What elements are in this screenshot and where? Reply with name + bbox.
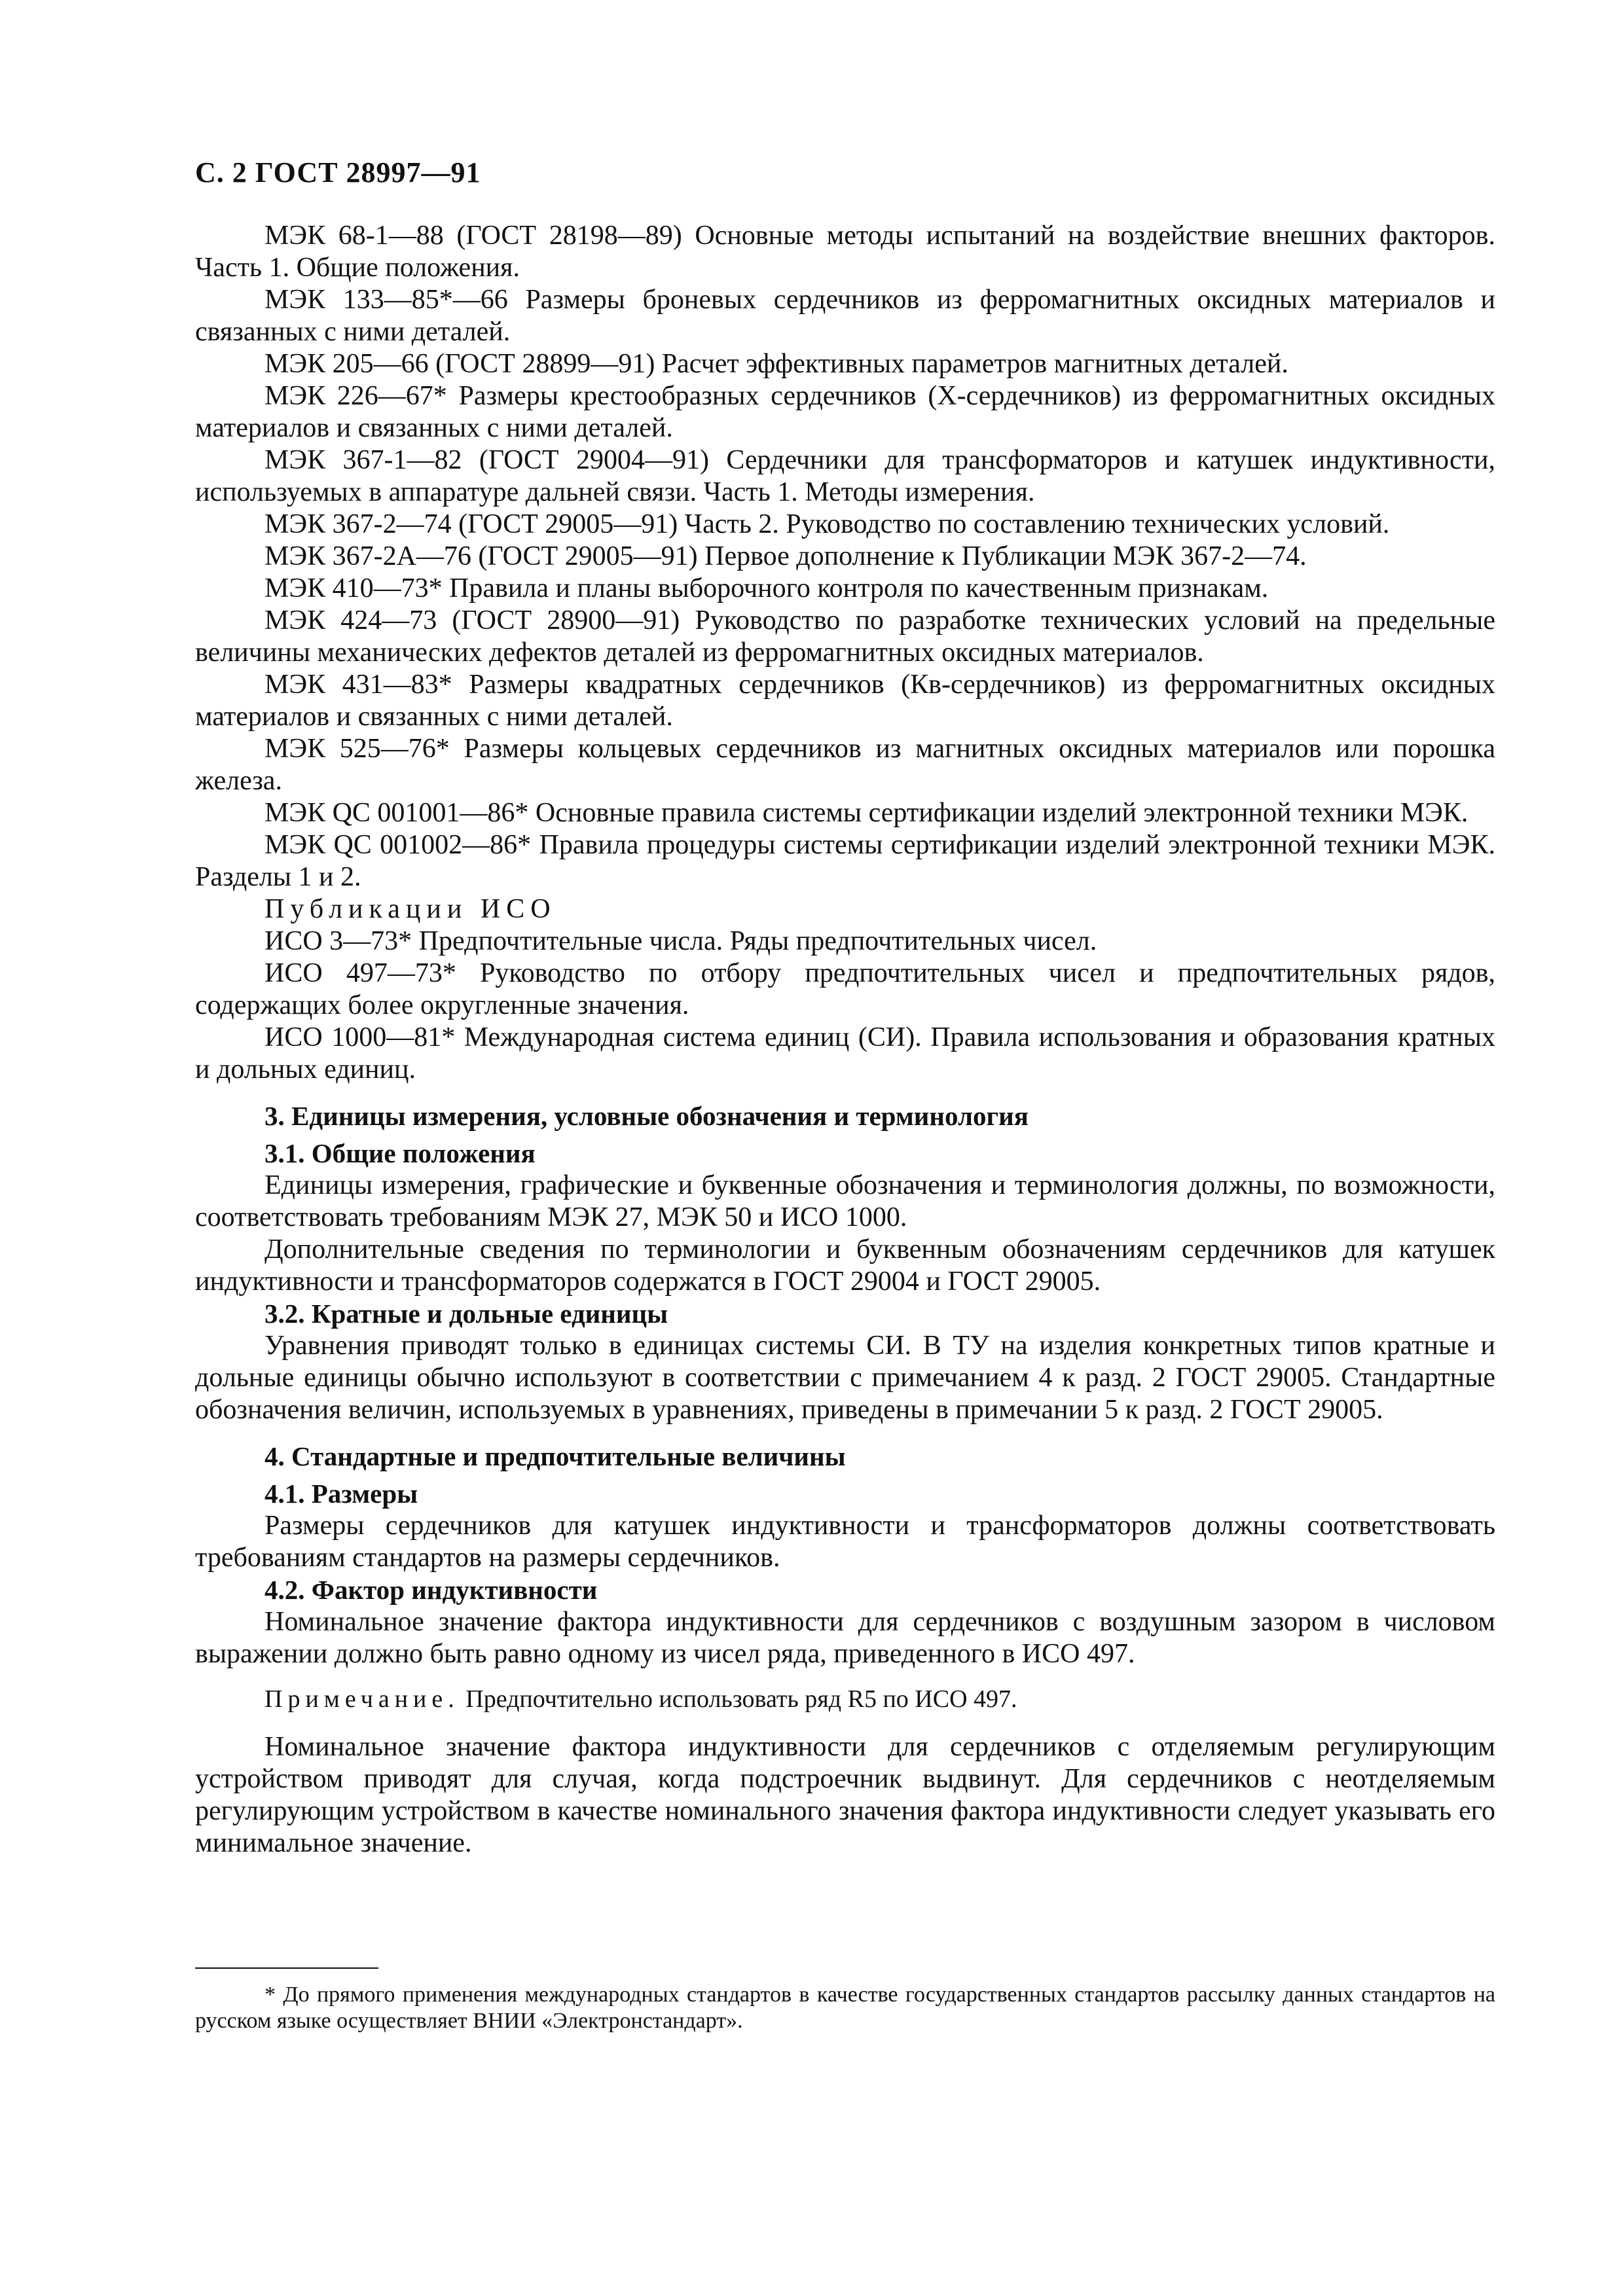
ref-mek-410: МЭК 410—73* Правила и планы выборочного контроля по качественным признакам. [264, 573, 1269, 603]
note-text: Предпочтительно использовать ряд R5 по ИСО 497. [465, 1685, 1017, 1713]
section-3-2-heading: 3.2. Кратные и дольные единицы [264, 1299, 668, 1329]
section-4-2-heading: 4.2. Фактор индуктивности [264, 1575, 598, 1605]
ref-mek-qc-001001: МЭК QC 001001—86* Основные правила системы сертификации изделий электронной техники МЭК. [264, 798, 1468, 828]
ref-mek-367-1: МЭК 367-1—82 (ГОСТ 29004—91) Сердечники для трансформаторов и катушек индуктивности, используемых в аппаратуре дальней связи. Часть 1. Методы измерения. [195, 445, 1495, 507]
ref-mek-qc-001002: МЭК QC 001002—86* Правила процедуры системы сертификации изделий электронной техники МЭК. Разделы 1 и 2. [195, 830, 1495, 892]
section-4-1-heading: 4.1. Размеры [264, 1479, 418, 1509]
ref-mek-68-1: МЭК 68-1—88 (ГОСТ 28198—89) Основные методы испытаний на воздействие внешних факторов. Часть 1. Общие положения. [195, 221, 1495, 283]
ref-iso-1000: ИСО 1000—81* Международная система единиц (СИ). Правила использования и образования кратных и дольных единиц. [195, 1022, 1495, 1085]
ref-mek-431: МЭК 431—83* Размеры квадратных сердечников (Кв-сердечников) из ферромагнитных оксидных материалов и связанных с ними деталей. [195, 670, 1495, 732]
ref-mek-133: МЭК 133—85*—66 Размеры броневых сердечников из ферромагнитных оксидных материалов и связанных с ними деталей. [195, 285, 1495, 347]
section-3-heading: 3. Единицы измерения, условные обозначения и терминология [264, 1101, 1029, 1131]
ref-mek-367-2: МЭК 367-2—74 (ГОСТ 29005—91) Часть 2. Руководство по составлению технических условий. [264, 509, 1390, 539]
ref-mek-525: МЭК 525—76* Размеры кольцевых сердечников из магнитных оксидных материалов или порошка железа. [195, 734, 1495, 796]
ref-iso-3: ИСО 3—73* Предпочтительные числа. Ряды предпочтительных чисел. [264, 926, 1097, 956]
section-3-1-heading: 3.1. Общие положения [264, 1138, 536, 1168]
footnote-divider [195, 1967, 378, 1969]
ref-mek-424: МЭК 424—73 (ГОСТ 28900—91) Руководство по разработке технических условий на предельные величины механических дефектов деталей из ферромагнитных оксидных материалов. [195, 605, 1495, 668]
section-3-1-paragraph-1: Единицы измерения, графические и буквенные обозначения и терминология должны, по возможности, соответствовать требованиям МЭК 27, МЭК 50 и ИСО 1000. [195, 1170, 1495, 1232]
document-body [195, 220, 1495, 1859]
iso-publications-heading: Публикации ИСО [264, 894, 556, 924]
section-3-2-paragraph-1: Уравнения приводят только в единицах системы СИ. В ТУ на изделия конкретных типов кратные и дольные единицы обычно используют в соответствии с примечанием 4 к разд. 2 ГОСТ 29005. Стандартные обозначения величин, используемых в уравнениях, приведены в примечании 5 к разд. 2 ГОСТ 29005. [195, 1331, 1495, 1425]
section-4-2-paragraph-2: Номинальное значение фактора индуктивности для сердечников с отделяемым регулирующим устройством приводят для случая, когда подстроечник выдвинут. Для сердечников с неотделяемым регулирующим устройством в качестве номинального значения фактора индуктивности следует указывать его минимальное значение. [195, 1732, 1495, 1858]
section-4-1-paragraph-1: Размеры сердечников для катушек индуктивности и трансформаторов должны соответствовать требованиям стандартов на размеры сердечников. [195, 1511, 1495, 1573]
page-header: С. 2 ГОСТ 28997—91 [195, 156, 481, 188]
ref-mek-226: МЭК 226—67* Размеры крестообразных сердечников (Х-сердечников) из ферромагнитных оксидных материалов и связанных с ними деталей. [195, 381, 1495, 443]
ref-iso-497: ИСО 497—73* Руководство по отбору предпочтительных чисел и предпочтительных рядов, содержащих более округленные значения. [195, 958, 1495, 1020]
note [195, 1683, 1495, 1715]
footnote: * До прямого применения международных стандартов в качестве государственных стандартов рассылку данных стандартов на русском языке осуществляет ВНИИ «Электронстандарт». [195, 1982, 1495, 2033]
section-3-1-paragraph-2: Дополнительные сведения по терминологии и буквенным обозначениям сердечников для катушек индуктивности и трансформаторов содержатся в ГОСТ 29004 и ГОСТ 29005. [195, 1234, 1495, 1297]
note-label: Примечание. [264, 1685, 460, 1713]
section-4-2-paragraph-1: Номинальное значение фактора индуктивности для сердечников с воздушным зазором в числовом выражении должно быть равно одному из чисел ряда, приведенного в ИСО 497. [195, 1607, 1495, 1669]
ref-mek-205: МЭК 205—66 (ГОСТ 28899—91) Расчет эффективных параметров магнитных деталей. [264, 349, 1288, 379]
ref-mek-367-2a: МЭК 367-2А—76 (ГОСТ 29005—91) Первое дополнение к Публикации МЭК 367-2—74. [264, 541, 1307, 571]
section-4-heading: 4. Стандартные и предпочтительные величины [264, 1441, 846, 1471]
